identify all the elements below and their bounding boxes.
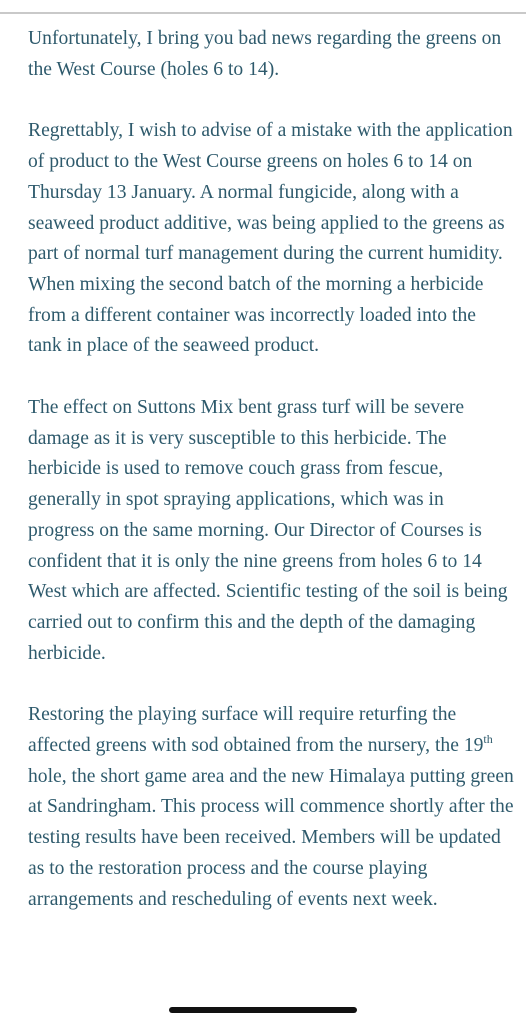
paragraph-intro: Unfortunately, I bring you bad news regarding the greens on the West Course (holes 6 to 14). bbox=[28, 28, 502, 80]
ordinal-suffix: th bbox=[483, 732, 493, 747]
paragraph-mistake: Regrettably, I wish to advise of a mistake with the application of product to the West Course greens on holes 6 to 14 on Thursday 13 January. A normal fungicide, along with a seaweed product additive, was being applied to the greens as part of normal turf management during the current humidity. When mixing the second batch of the morning a herbicide from a different container was incorrectly loaded into the tank in place of the seaweed product. bbox=[28, 120, 513, 357]
paragraph-restoration bbox=[28, 700, 514, 915]
letter-body bbox=[28, 24, 514, 946]
paragraph-restoration-end: hole, the short game area and the new Himalaya putting green at Sandringham. This process will commence shortly after the testing results have been received. Members will be updated as to the restoration process and the course playing arrangements and rescheduling of events next week. bbox=[28, 765, 514, 910]
home-indicator-bar[interactable] bbox=[169, 1007, 357, 1013]
paragraph-restoration-start: Restoring the playing surface will require returfing the affected greens with sod obtained from the nursery, the 19 bbox=[28, 704, 484, 757]
paragraph-effect: The effect on Suttons Mix bent grass turf will be severe damage as it is very susceptible to this herbicide. The herbicide is used to remove couch grass from fescue, generally in spot spraying applications, which was in progress on the same morning. Our Director of Courses is confident that it is only the nine greens from holes 6 to 14 West which are affected. Scientific testing of the soil is being carried out to confirm this and the depth of the damaging herbicide. bbox=[28, 397, 508, 664]
top-divider bbox=[0, 12, 526, 14]
